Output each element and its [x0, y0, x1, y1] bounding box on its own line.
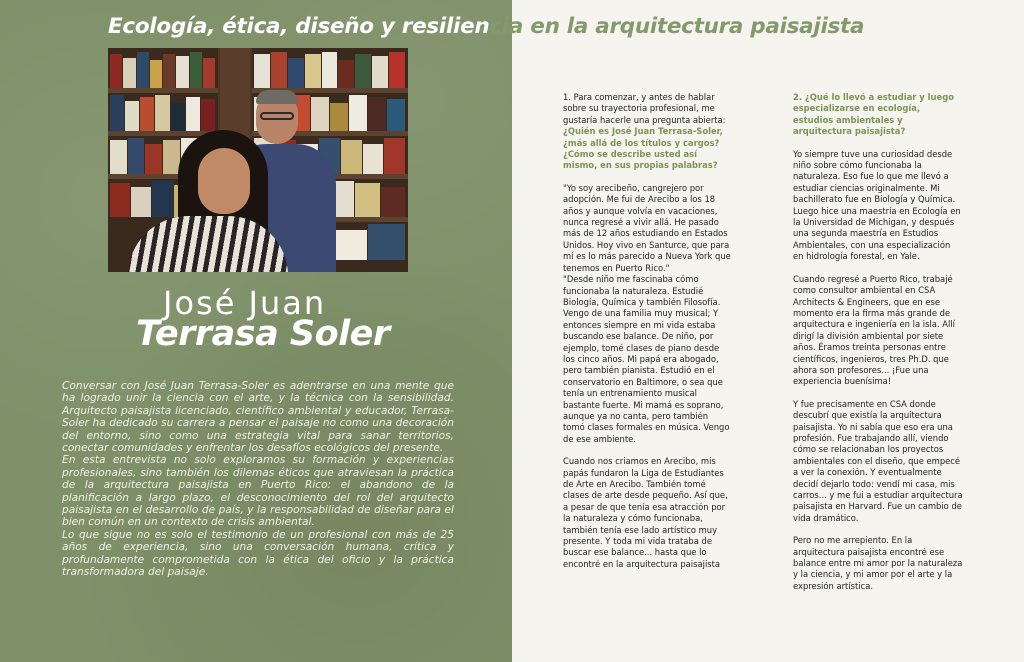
name-first: José Juan — [163, 284, 327, 322]
answer-1-paragraph: "Yo soy arecibeño, cangrejero por adopción. Me fui de Arecibo a los 18 años y aunque volvía en vacaciones, nunca regresé a vivir allá. He pasado más de 12 años estudiando en Estados Unidos. Hoy vivo en Santurce, que para mí es lo más parecido a Nueva York que tenemos en Puerto Rico." — [563, 182, 731, 273]
glasses-icon — [260, 112, 294, 120]
question-1-intro: 1. Para comenzar, y antes de hablar sobre su trayectoria profesional, me gustaría hacerle una pregunta abierta: — [563, 92, 726, 125]
answer-2-paragraph: Pero no me arrepiento. En la arquitectura paisajista encontré ese balance entre mi amor por la naturaleza y la ciencia, y mi amor por el arte y la expresión artística. — [793, 535, 963, 591]
intro-paragraph: Lo que sigue no es solo el testimonio de un profesional con más de 25 años de experiencia, sino una conversación humana, crítica y profundamente comprometida con la ética del oficio y la práctica transformadora del paisaje. — [62, 528, 454, 579]
interview-column-1 — [563, 92, 731, 581]
woman-face — [198, 148, 250, 214]
question-1: ¿Quién es José Juan Terrasa-Soler, ¿más allá de los títulos y cargos? ¿Cómo se describe usted así mismo, en sus propias palabras? — [563, 126, 723, 171]
intro-text — [62, 380, 454, 579]
interview-column-2 — [793, 92, 963, 603]
answer-1-paragraph: Cuando nos criamos en Arecibo, mis papás fundaron la Liga de Estudiantes de Arte en Arecibo. También tomé clases de arte desde pequeño. Así que, a pesar de que tenía esa atracción por la naturaleza y cómo funcionaba, también tenía ese lado artístico muy presente. Y toda mi vida trataba de buscar ese balance... hasta que lo encontré en la arquitectura paisajista — [563, 456, 728, 569]
answer-2-paragraph: Y fue precisamente en CSA donde descubrí que existía la arquitectura paisajista. Yo ni sabía que eso era una profesión. Fue trabajando allí, viendo cómo se relacionaban los proyectos ambientales con el diseño, que empecé a ver la conexión. Y eventualmente decidí dejarlo todo: vendí mi casa, mis carros... y me fui a estudiar arquitectura paisajista en Harvard. Fue un cambio de vida dramático. — [793, 398, 963, 523]
answer-1-paragraph: "Desde niño me fascinaba cómo funcionaba la naturaleza. Estudié Biología, Química y también Filosofía. Vengo de una familia muy musical; Y entonces siempre en mi vida estaba buscando ese balance. De niño, por ejemplo, tomé clases de piano desde los cinco años. Mi papá era abogado, pero también pianista. Estudió en el conservatorio en Baltimore, o sea que tenía un entrenamiento musical bastante fuerte. Mi mamá es soprano, aunque ya no canta, pero también tomó clases formales en música. Vengo de ese ambiente. — [563, 274, 730, 444]
question-2: 2. ¿Qué lo llevó a estudiar y luego especializarse en ecología, estudios ambientales y arquitectura paisajista? — [793, 92, 954, 137]
name-last: Terrasa Soler — [136, 314, 390, 354]
answer-2-paragraph: Yo siempre tuve una curiosidad desde niño sobre cómo funcionaba la naturaleza. Eso fue lo que me llevó a estudiar ciencias originalmente. Mi bachillerato fue en Biología y Química. Luego hice una maestría en Ecología en la Universidad de Michigan, y después una segunda maestría en Estudios Ambientales, con una especialización en hidrología forestal, en Yale. — [793, 148, 961, 262]
intro-paragraph: Conversar con José Juan Terrasa-Soler es adentrarse en una mente que ha logrado unir la ciencia con el arte, y la técnica con la sensibilidad. Arquitecto paisajista licenciado, científico ambiental y educador, Terrasa-Soler ha dedicado su carrera a pensar el paisaje no como una decoración del entorno, sino como una estrategia vital para sanar territorios, conectar comunidades y enfrentar los desafíos ecológicos del presente. — [62, 380, 454, 455]
headline — [108, 14, 1008, 39]
headline-white-part: Ecología, ética, diseño y resilien — [108, 14, 490, 39]
answer-2-paragraph: Cuando regresé a Puerto Rico, trabajé como consultor ambiental en CSA Architects & Engineers, que en ese momento era la firma más grande de arquitectura e ingeniería en la isla. Allí dirigí la división ambiental por siete años. Éramos treinta personas entre científicos, ingenieros, tres Ph.D. que ahora son profesores... ¡Fue una experiencia buenísima! — [793, 273, 955, 387]
intro-paragraph: En esta entrevista no solo exploramos su formación y experiencias profesionales, sino también los dilemas éticos que atraviesan la práctica de la arquitectura paisajista en Puerto Rico: el abandono de la planificación a largo plazo, el desconocimiento del rol del arquitecto paisajista en el desarrollo de país, y la responsabilidad de diseñar para el bien común en un contexto de crisis ambiental. — [62, 454, 454, 529]
headline-green-part: cia en la arquitectura paisajista — [489, 14, 865, 39]
portrait-photo — [108, 48, 408, 272]
